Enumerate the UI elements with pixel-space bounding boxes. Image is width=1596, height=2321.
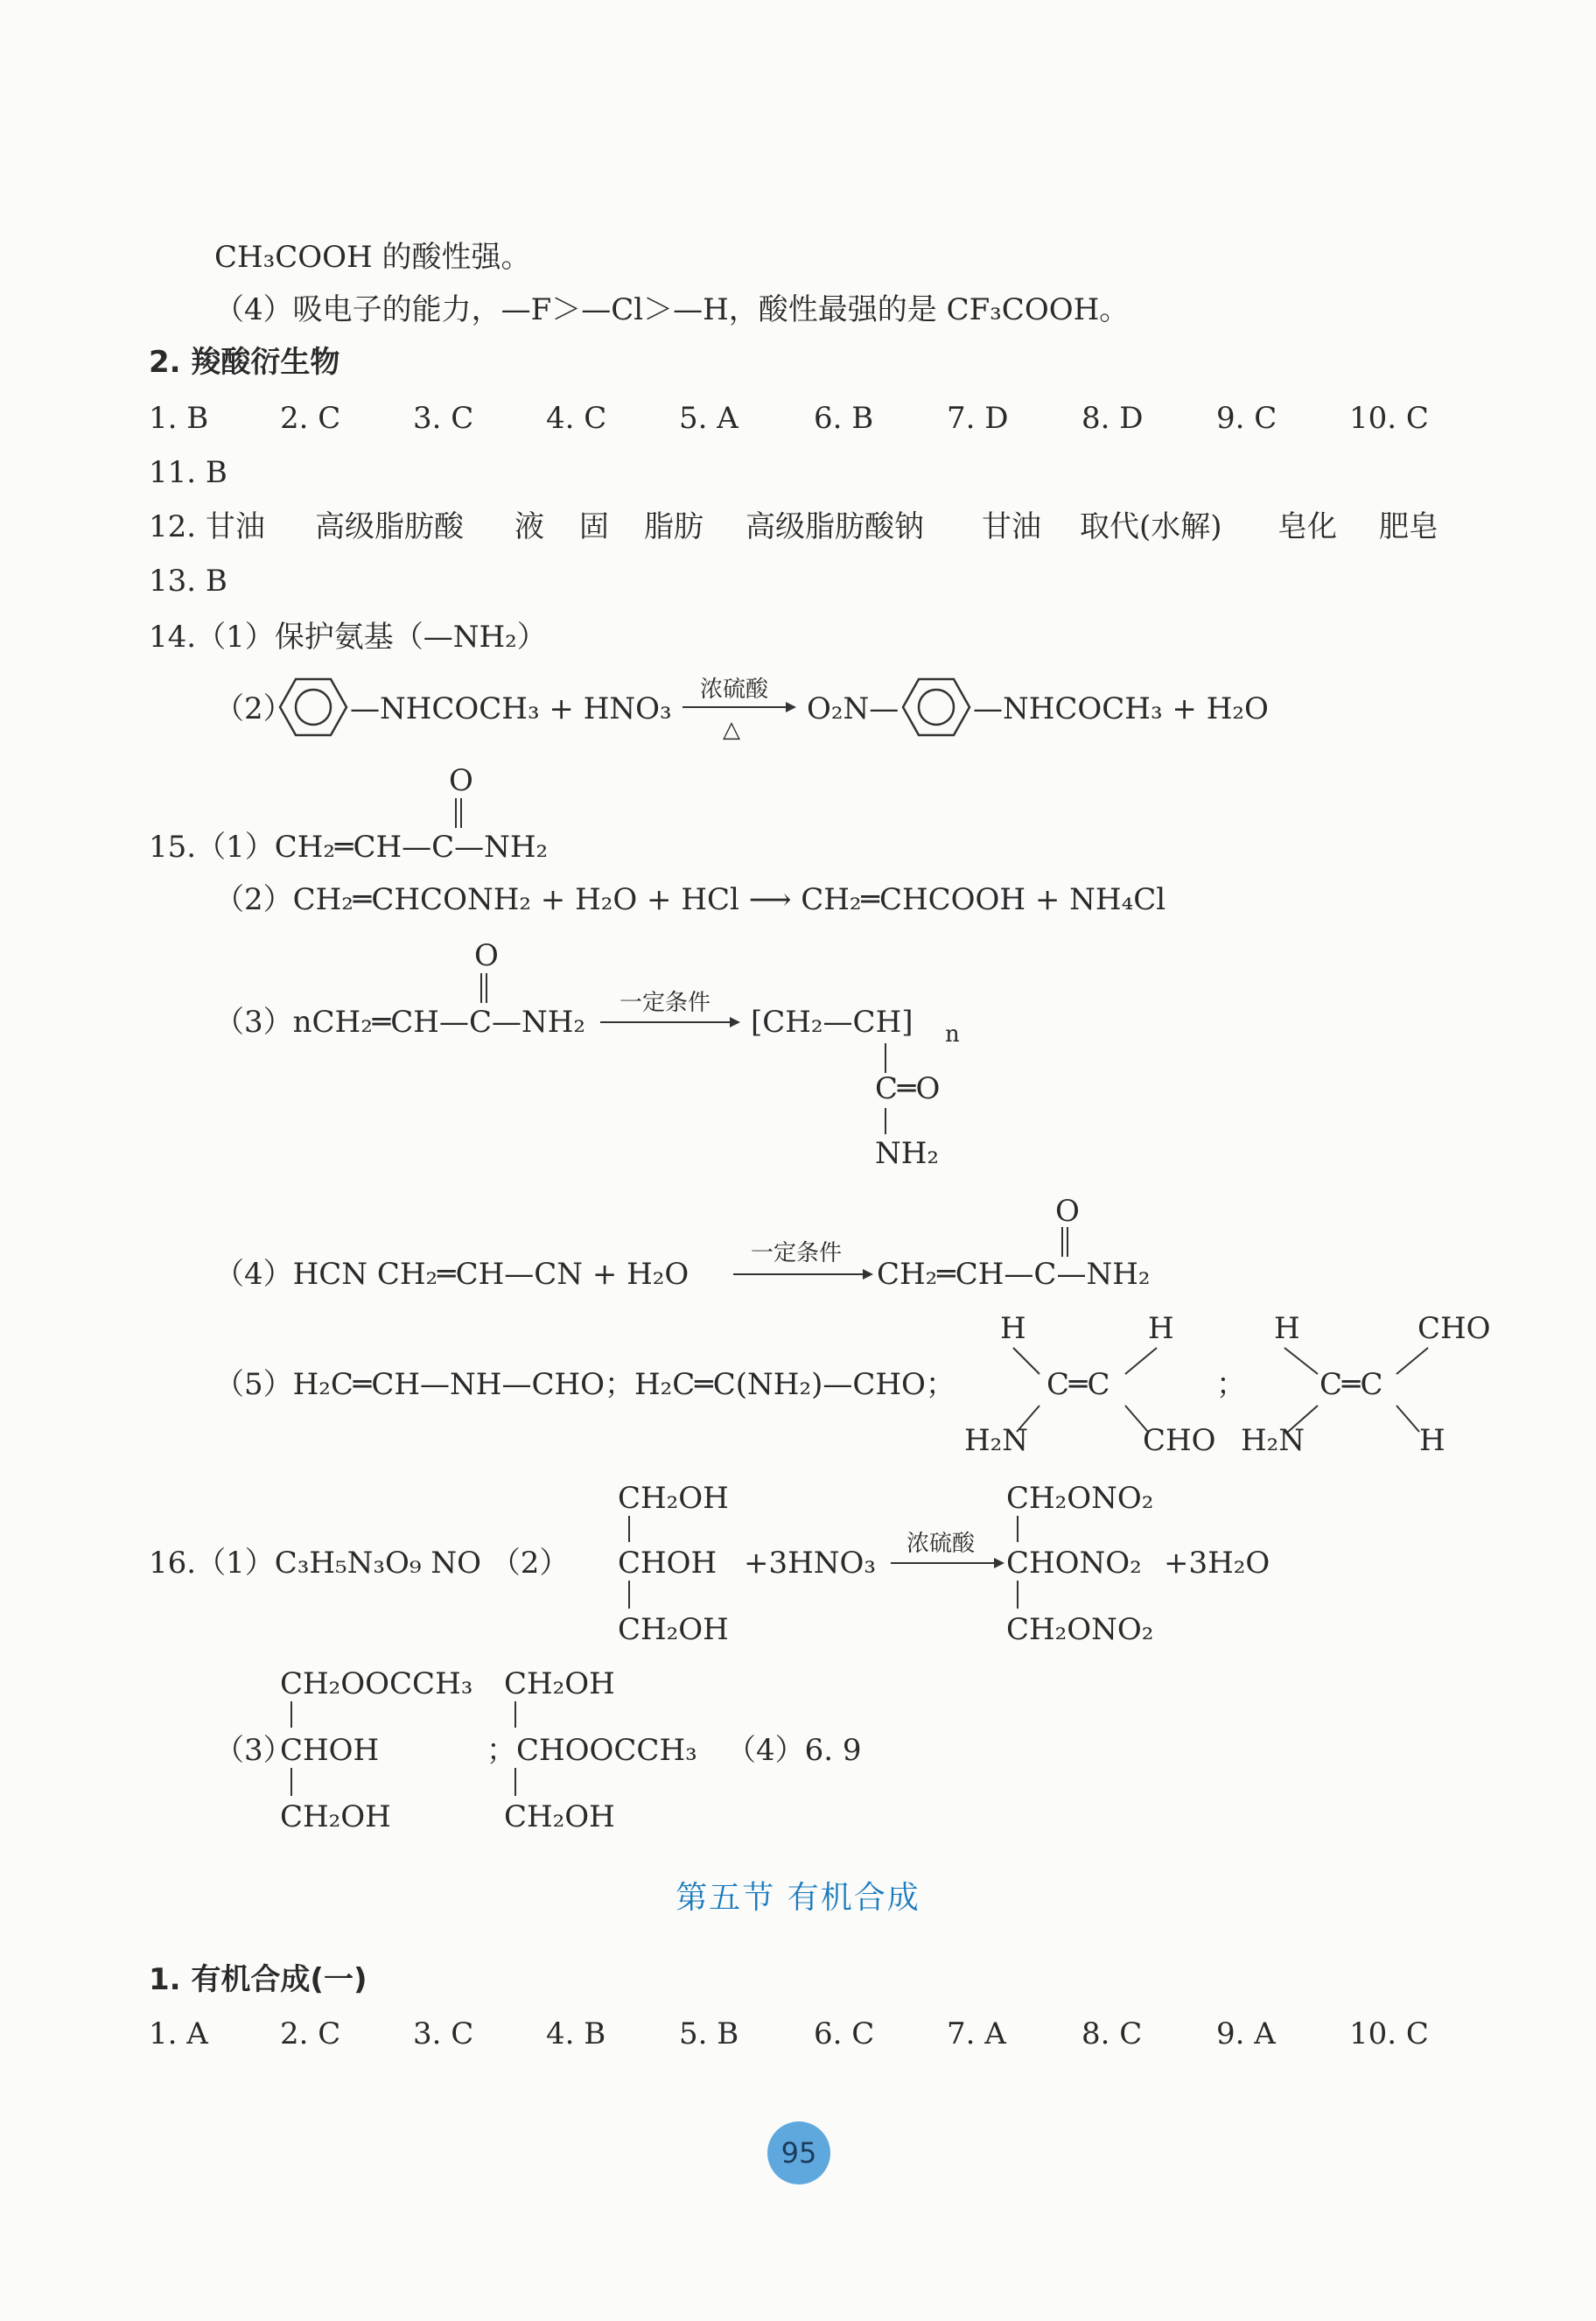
section-title: 第五节 有机合成 [676,1880,920,1916]
answer-item: 10. C [1349,401,1429,436]
atom-label: H [1000,1311,1026,1346]
reaction-condition: 一定条件 [751,1240,843,1266]
atom-label: O [1055,1194,1080,1229]
answer-item: 1. A [149,2016,208,2051]
answer-item: 6. B [814,401,874,436]
formula-text: CH₂OH [280,1799,391,1834]
bond-line [628,1581,630,1609]
reaction-condition: △ [723,717,740,743]
formula-text: CH₂ONO₂ [1006,1481,1154,1516]
answer-item: 8. C [1082,2016,1143,2051]
formula-text: 15.（1）CH₂═CH—C—NH₂ [149,830,549,865]
formula-text: CH₂OH [504,1666,615,1701]
answer-item: 9. A [1216,2016,1276,2051]
formula-text: CH₂OH [504,1799,615,1834]
atom-label: H [1419,1423,1446,1458]
polymer-formula: [CH₂—CH] [751,1005,914,1040]
bond-line [1017,1516,1018,1542]
answer-item: 7. D [947,401,1009,436]
atom-label: H₂N [964,1423,1029,1458]
page-number: 95 [767,2121,830,2184]
formula-text: CHOH [618,1546,718,1581]
bond-line [514,1701,516,1728]
section-heading: 1. 有机合成(一) [149,1962,368,1997]
answer-item: 1. B [149,401,209,436]
formula-text: NH₂ [875,1136,940,1171]
answer-line: 13. B [149,564,228,599]
answer-item: 2. C [280,2016,341,2051]
answer-item: 4. C [546,401,607,436]
reaction-arrow-icon [600,1015,740,1029]
double-bond-icon [1059,1227,1071,1257]
answer-item: 4. B [546,2016,606,2051]
answer-item: 7. A [947,2016,1006,2051]
atom-label: CHO [1418,1311,1491,1346]
benzene-ring-icon [278,676,348,739]
answer-item: 5. B [679,2016,739,2051]
atom-label: H [1274,1311,1300,1346]
formula-text: —NHCOCH₃ + HNO₃ [350,691,672,726]
formula-text: （5）H₂C═CH—NH—CHO；H₂C═C(NH₂)—CHO； [214,1367,956,1402]
formula-text: CH₂ONO₂ [1006,1612,1154,1647]
formula-text: O₂N— [807,691,900,726]
answer-item: 12. 甘油 [149,509,265,544]
bond-line [290,1701,292,1728]
bond-line [514,1768,516,1796]
answer-label: （2） [214,691,293,726]
answer-item: 取代(水解) [1080,509,1222,544]
answer-item: 皂化 [1278,509,1337,544]
bond-line [885,1108,886,1134]
formula-text: （4）6. 9 [726,1733,862,1768]
bond-line [290,1768,292,1796]
formula-text: ；CHOOCCH₃ [486,1733,697,1768]
answer-item: 固 [579,509,609,544]
answer-line: 14.（1）保护氨基（—NH₂） [149,620,547,655]
atom-label: H [1148,1311,1174,1346]
formula-text: CH₂═CH—C—NH₂ [877,1257,1151,1292]
answer-item: 6. C [814,2016,875,2051]
benzene-ring-icon [901,676,971,739]
separator: ； [1216,1367,1246,1402]
bond-line [1017,1581,1018,1609]
answer-item: 肥皂 [1379,509,1438,544]
answer-item: 3. C [413,401,474,436]
formula-text: +3HNO₃ [744,1546,877,1581]
reaction-arrow-icon [733,1267,873,1281]
formula-text: C═C [1320,1367,1383,1402]
formula-text: C═C [1046,1367,1110,1402]
atom-label: H₂N [1241,1423,1306,1458]
bond-line [628,1516,630,1542]
formula-text: （3）nCH₂═CH—C—NH₂ [214,1005,586,1040]
answer-item: 脂肪 [644,509,704,544]
polymer-subscript: n [945,1021,960,1048]
formula-text: CH₂OH [618,1612,729,1647]
formula-text: CH₂OOCCH₃ [280,1666,473,1701]
answer-item: 10. C [1349,2016,1429,2051]
atom-label: CHO [1143,1423,1216,1458]
answer-item: 8. D [1082,401,1144,436]
formula-text: CH₂OH [618,1481,729,1516]
answer-item: 3. C [413,2016,474,2051]
answer-item: 液 [514,509,544,544]
section-heading: 2. 羧酸衍生物 [149,345,340,380]
reaction-condition: 一定条件 [620,990,711,1016]
formula-text: CHOH [280,1733,380,1768]
formula-text: 16.（1）C₃H₅N₃O₉ NO （2） [149,1546,570,1581]
answer-item: 2. C [280,401,341,436]
answer-item: 高级脂肪酸 [315,509,464,544]
answer-item: 9. C [1216,401,1278,436]
formula-text: +3H₂O [1164,1546,1270,1581]
reaction-condition: 浓硫酸 [906,1531,976,1557]
bond-line [885,1043,886,1073]
answer-item: 高级脂肪酸钠 [746,509,924,544]
atom-label: O [449,763,473,798]
formula-text: （2）CH₂═CHCONH₂ + H₂O + HCl ⟶ CH₂═CHCOOH + NH₄Cl [214,882,1166,917]
atom-label: O [474,938,499,973]
answer-line: 11. B [149,455,228,490]
text-line: CH₃COOH 的酸性强。 [214,240,531,275]
reaction-condition: 浓硫酸 [700,677,769,703]
formula-text: —NHCOCH₃ + H₂O [973,691,1269,726]
answer-item: 5. A [679,401,738,436]
reaction-arrow-icon [891,1556,1004,1570]
answer-item: 甘油 [982,509,1041,544]
answer-label: （3） [214,1733,293,1768]
text-line: （4）吸电子的能力，—F＞—Cl＞—H，酸性最强的是 CF₃COOH。 [214,292,1130,327]
formula-text: （4）HCN CH₂═CH—CN + H₂O [214,1257,690,1292]
double-bond-icon [452,798,465,828]
double-bond-icon [478,973,490,1003]
formula-text: CHONO₂ [1006,1546,1142,1581]
formula-text: C═O [875,1071,941,1106]
